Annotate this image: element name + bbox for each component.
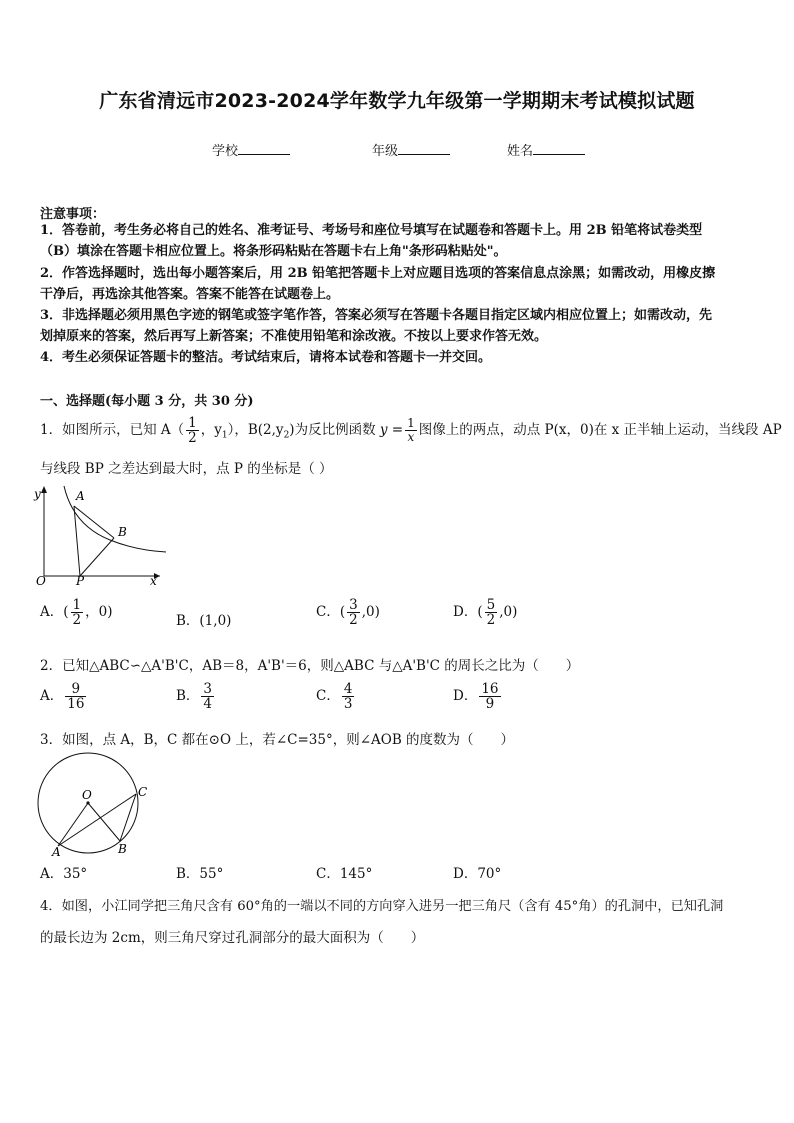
school-field[interactable] <box>212 140 290 159</box>
label-O: O <box>36 574 46 587</box>
grade-blank[interactable] <box>398 142 450 155</box>
option-a[interactable]: A． $\frac{9}{16}$ <box>40 681 85 713</box>
segment-AB <box>74 506 114 538</box>
segment-AP <box>74 506 80 576</box>
option-c[interactable]: C．145° <box>316 866 373 882</box>
function-fraction: $\frac{1}{x}$ <box>407 416 415 444</box>
question-1-line-2: 与线段 BP 之差达到最大时，点 P 的坐标是（ ） <box>40 461 333 477</box>
option-d[interactable]: D． $\frac{16}{9}$ <box>453 681 499 713</box>
y-axis-arrow <box>41 486 47 493</box>
question-1-line-1: 1．如图所示，已知 A（ $\frac{1}{2}$ ，$y_1$），$B(2,y_2)$为反比例函数 y = $\frac{1}{x}$ 图像上的两点，动点 P(x，0)在 x 正半轴上运动，当线段 AP <box>40 414 782 446</box>
label-P: P <box>76 574 85 587</box>
option-b[interactable]: B．55° <box>176 866 224 882</box>
name-label: 姓名 <box>507 144 534 159</box>
option-b[interactable]: B．(1,0) <box>176 613 232 629</box>
note-line: 干净后，再选涂其他答案。答案不能答在试题卷上。 <box>40 287 340 302</box>
hyperbola-figure <box>30 482 170 587</box>
segment-AC <box>58 794 136 846</box>
note-line: 1．答卷前，考生务必将自己的姓名、准考证号、考场号和座位号填写在试题卷和答题卡上。用 2B 铅笔将试卷类型 <box>40 223 703 238</box>
name-blank[interactable] <box>533 142 585 155</box>
question-3: 3．如图，点 A，B，C 都在⊙O 上，若∠C=35°，则∠AOB 的度数为（ ） <box>40 732 515 748</box>
label-y: y <box>34 487 41 501</box>
school-label: 学校 <box>212 144 239 159</box>
option-a[interactable]: A．35° <box>40 866 88 882</box>
label-C: C <box>138 785 148 799</box>
label-B: B <box>118 842 127 856</box>
grade-label: 年级 <box>372 144 399 159</box>
school-blank[interactable] <box>238 142 290 155</box>
note-line: （B）填涂在答题卡相应位置上。将条形码粘贴在答题卡右上角"条形码粘贴处"。 <box>40 244 507 259</box>
label-A: A <box>76 489 85 503</box>
note-line: 2．作答选择题时，选出每小题答案后，用 2B 铅笔把答题卡上对应题目选项的答案信息点涂黑；如需改动，用橡皮擦 <box>40 266 716 281</box>
page-title: 广东省清远市2023-2024学年数学九年级第一学期期末考试模拟试题 <box>99 90 695 112</box>
option-a[interactable]: A．( $\frac{1}{2}$ ，0) <box>40 597 113 629</box>
note-line: 3．非选择题必须用黑色字迹的钢笔或签字笔作答，答案必须写在答题卡各题目指定区域内相应位置上；如需改动，先 <box>40 308 713 323</box>
fraction: $\frac{1}{2}$ <box>188 414 197 446</box>
note-line: 4．考生必须保证答题卡的整洁。考试结束后，请将本试卷和答题卡一并交回。 <box>40 350 492 365</box>
label-O: O <box>82 788 92 802</box>
question-4-line-1: 4．如图，小江同学把三角尺含有 60°角的一端以不同的方向穿入进另一把三角尺（含有 45°角）的孔洞中，已知孔洞 <box>40 899 724 914</box>
segment-BP <box>80 538 114 576</box>
grade-field[interactable] <box>372 140 450 159</box>
option-c[interactable]: C．( $\frac{3}{2}$ ,0) <box>316 597 380 629</box>
label-A: A <box>52 845 61 858</box>
label-x: x <box>150 574 157 587</box>
question-4-line-2: 的最长边为 2cm，则三角尺穿过孔洞部分的最大面积为（ ） <box>40 930 425 946</box>
note-line: 划掉原来的答案，然后再写上新答案；不准使用铅笔和涂改液。不按以上要求作答无效。 <box>40 329 548 344</box>
option-c[interactable]: C． $\frac{4}{3}$ <box>316 681 353 713</box>
circle-figure <box>32 750 152 858</box>
section-title: 一、选择题(每小题 3 分，共 30 分) <box>40 394 254 409</box>
option-d[interactable]: D．70° <box>453 866 502 882</box>
label-B: B <box>118 525 127 539</box>
notes-title: 注意事项： <box>40 207 106 222</box>
segment-BC <box>120 794 136 841</box>
segment-OA <box>58 803 88 846</box>
option-d[interactable]: D．( $\frac{5}{2}$ ,0) <box>453 597 518 629</box>
option-b[interactable]: B． $\frac{3}{4}$ <box>176 681 213 713</box>
segment-OB <box>88 803 120 841</box>
name-field[interactable] <box>507 140 585 159</box>
question-2: 2．已知△ABC∽△A'B'C，AB＝8，A'B'＝6，则△ABC 与△A'B'C 的周长之比为（ ） <box>40 658 580 674</box>
